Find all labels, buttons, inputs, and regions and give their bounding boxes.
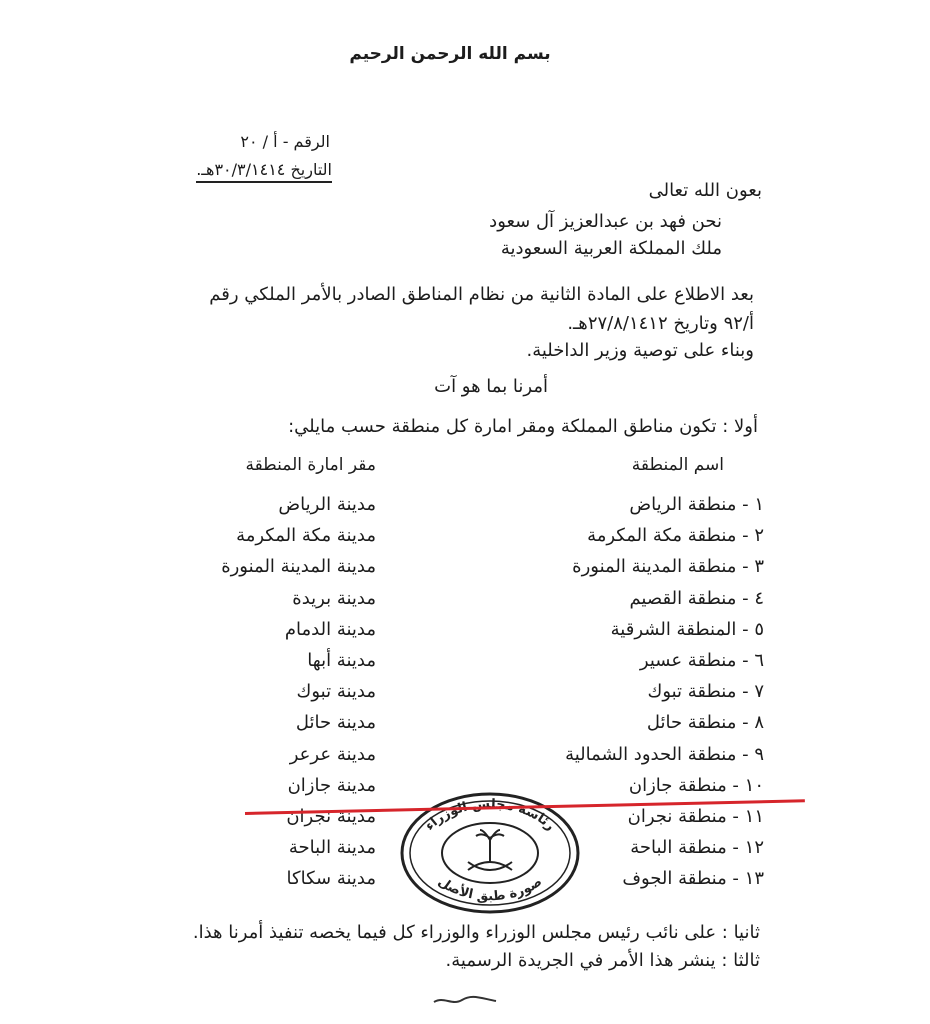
region-seat: مدينة سكاكا — [286, 868, 376, 889]
region-seat: مدينة عرعر — [289, 744, 376, 765]
region-column-header: اسم المنطقة — [631, 455, 724, 475]
seat-column-header: مقر امارة المنطقة — [245, 455, 376, 475]
article-third: ثالثا : ينشر هذا الأمر في الجريدة الرسمية. — [445, 950, 760, 971]
region-name: ٣ - منطقة المدينة المنورة — [572, 556, 764, 577]
region-name: ١٢ - منطقة الباحة — [630, 837, 764, 858]
region-name: ٩ - منطقة الحدود الشمالية — [565, 744, 764, 765]
svg-text:صورة طبق الأصل — [435, 874, 545, 904]
opening-line-1: بعون الله تعالى — [648, 180, 762, 201]
basmala: بسم الله الرحمن الرحيم — [349, 44, 551, 64]
document-date: التاريخ ٣٠/٣/١٤١٤هـ. — [196, 160, 332, 183]
region-seat: مدينة الدمام — [284, 619, 376, 640]
region-seat: مدينة الباحة — [288, 837, 376, 858]
region-seat: مدينة نجران — [286, 806, 376, 827]
region-name: ١١ - منطقة نجران — [627, 806, 764, 827]
region-name: ٤ - منطقة القصيم — [629, 588, 764, 609]
region-name: ١٣ - منطقة الجوف — [622, 868, 764, 889]
region-name: ١ - منطقة الرياض — [629, 494, 764, 515]
region-seat: مدينة حائل — [295, 712, 376, 733]
region-name: ١٠ - منطقة جازان — [628, 775, 764, 796]
region-name: ٨ - منطقة حائل — [646, 712, 764, 733]
region-seat: مدينة أبها — [307, 650, 376, 671]
region-name: ٢ - منطقة مكة المكرمة — [587, 525, 764, 546]
region-seat: مدينة الرياض — [278, 494, 376, 515]
region-seat: مدينة تبوك — [296, 681, 376, 702]
region-name: ٧ - منطقة تبوك — [647, 681, 764, 702]
region-seat: مدينة جازان — [287, 775, 376, 796]
intro-line-2: أ/٩٢ وتاريخ ٢٧/٨/١٤١٢هـ. — [567, 313, 754, 334]
region-name: ٦ - منطقة عسير — [639, 650, 764, 671]
signature-mark — [430, 990, 500, 1010]
reference-number: الرقم - أ / ٢٠ — [240, 132, 330, 151]
seal-bottom-text: صورة طبق الأصل — [435, 874, 545, 905]
region-seat: مدينة المدينة المنورة — [221, 556, 376, 577]
opening-line-2: نحن فهد بن عبدالعزيز آل سعود — [489, 211, 722, 232]
region-seat: مدينة مكة المكرمة — [236, 525, 376, 546]
palm-and-swords-emblem — [468, 830, 512, 870]
seal-top-text: رئاسة مجلس الوزراء — [422, 796, 558, 834]
intro-line-1: بعد الاطلاع على المادة الثانية من نظام المناطق الصادر بالأمر الملكي رقم — [209, 284, 754, 305]
region-seat: مدينة بريدة — [292, 588, 376, 609]
article-second: ثانيا : على نائب رئيس مجلس الوزراء والوزراء كل فيما يخصه تنفيذ أمرنا هذا. — [192, 922, 760, 943]
region-name: ٥ - المنطقة الشرقية — [610, 619, 764, 640]
intro-line-3: وبناء على توصية وزير الداخلية. — [526, 340, 754, 361]
opening-line-3: ملك المملكة العربية السعودية — [500, 238, 722, 259]
article-first: أولا : تكون مناطق المملكة ومقر امارة كل منطقة حسب مايلي: — [288, 416, 758, 437]
order-line: أمرنا بما هو آت — [434, 376, 548, 397]
